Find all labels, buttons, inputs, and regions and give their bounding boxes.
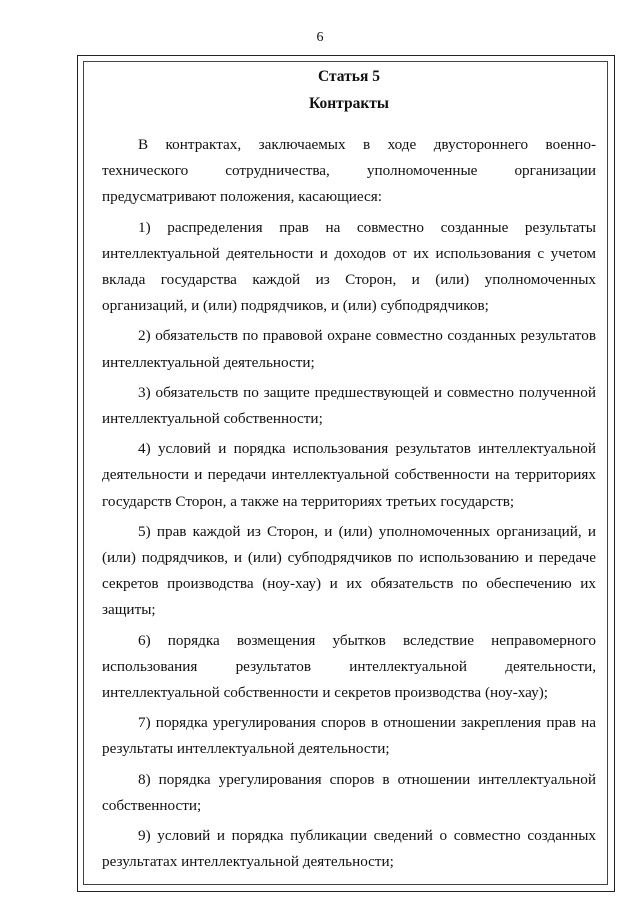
list-item-8: 8) порядка урегулирования споров в отношении интеллектуальной собственности; [102, 770, 596, 814]
article-title: Контракты [309, 95, 389, 112]
list-item-9: 9) условий и порядка публикации сведений о совместно созданных результатах интеллектуальной деятельности; [102, 827, 596, 871]
list-item-1: 1) распределения прав на совместно созданные результаты интеллектуальной деятельности и доходов от их использования с учетом вклада государства каждой из Сторон, и (или) уполномоченных организаций, и (или) подрядчиков, и (или) субподрядчиков; [102, 218, 596, 315]
document-body [102, 65, 596, 879]
article-heading: Статья 5 [318, 68, 380, 85]
list-item-7: 7) порядка урегулирования споров в отношении закрепления прав на результаты интеллектуальной деятельности; [102, 714, 596, 758]
page-number: 6 [316, 30, 324, 45]
list-item-2: 2) обязательств по правовой охране совместно созданных результатов интеллектуальной деятельности; [102, 327, 596, 371]
list-item-4: 4) условий и порядка использования результатов интеллектуальной деятельности и передачи интеллектуальной собственности на территориях государств Сторон, а также на территориях третьих государств; [102, 440, 596, 510]
list-item-3: 3) обязательств по защите предшествующей и совместно полученной интеллектуальной собственности; [102, 383, 596, 428]
paragraph-intro: В контрактах, заключаемых в ходе двустороннего военно-технического сотрудничества, уполномоченные организации предусматривают положения, касающиеся: [102, 136, 596, 206]
list-item-5: 5) прав каждой из Сторон, и (или) уполномоченных организаций, и (или) подрядчиков, и (или) субподрядчиков по использованию и передаче секретов производства (ноу-хау) и их обязательств по обеспечению их защиты; [102, 522, 596, 619]
article-paragraphs [102, 132, 596, 875]
list-item-6: 6) порядка возмещения убытков вследствие неправомерного использования результатов интеллектуальной деятельности, интеллектуальной собственности и секретов производства (ноу-хау); [102, 631, 596, 702]
